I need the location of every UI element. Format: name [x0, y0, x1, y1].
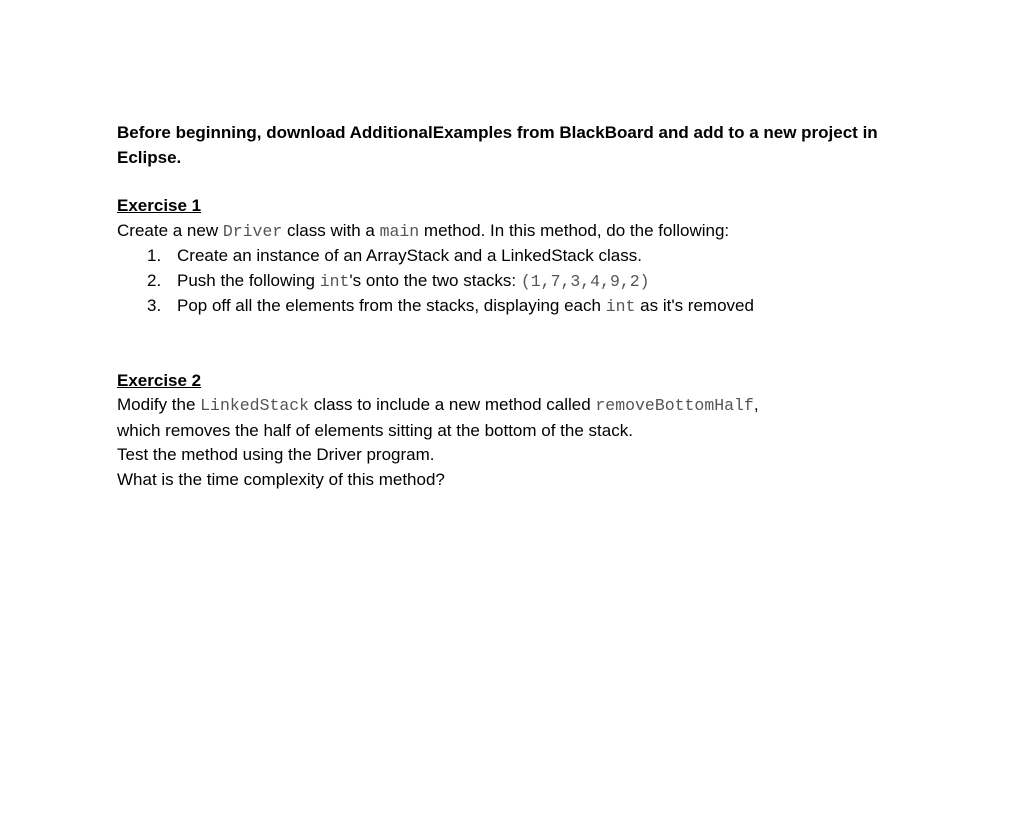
text-span: Pop off all the elements from the stacks, displaying each — [177, 296, 606, 315]
list-item — [117, 269, 897, 295]
text-span: , — [753, 395, 759, 414]
list-item — [117, 244, 897, 269]
exercise-1-instruction — [117, 219, 897, 245]
text-span: class to include a new method called — [309, 395, 596, 414]
list-item — [117, 294, 897, 320]
exercise-2-line-4: What is the time complexity of this method? — [117, 469, 445, 489]
exercise-2-line-1 — [117, 393, 897, 419]
text-span: Push the following — [177, 270, 320, 290]
intro-paragraph: Before beginning, download AdditionalExamples from BlackBoard and add to a new project in Eclipse. — [117, 123, 878, 167]
text-span: 's onto the two stacks: — [349, 270, 521, 290]
list-number: 1. — [147, 246, 162, 265]
exercise-1-section — [117, 194, 897, 320]
code-int: int — [319, 271, 350, 291]
exercise-2-line-2: which removes the half of elements sitting at the bottom of the stack. — [117, 420, 633, 440]
list-number: 3. — [147, 296, 162, 315]
document-page — [117, 121, 897, 492]
text-span: Modify the — [117, 395, 201, 414]
code-removebottomhalf: removeBottomHalf — [595, 396, 754, 415]
exercise-2-heading: Exercise 2 — [117, 370, 202, 390]
code-linkedstack: LinkedStack — [200, 396, 310, 415]
code-main: main — [379, 221, 420, 241]
code-driver: Driver — [222, 221, 283, 241]
exercise-2-section — [117, 369, 897, 493]
list-number: 2. — [147, 270, 162, 290]
exercise-2-line-3: Test the method using the Driver program. — [117, 445, 435, 464]
text-span: Create an instance of an ArrayStack and a LinkedStack class. — [177, 246, 642, 265]
text-span: Create a new — [117, 220, 223, 240]
exercise-1-heading: Exercise 1 — [117, 196, 202, 215]
code-int: int — [605, 297, 636, 316]
text-span: class with a — [282, 220, 380, 240]
text-span: method. In this method, do the following: — [419, 220, 730, 240]
code-values: (1,7,3,4,9,2) — [520, 271, 650, 291]
exercise-1-steps — [117, 244, 897, 320]
text-span: as it's removed — [635, 296, 754, 315]
